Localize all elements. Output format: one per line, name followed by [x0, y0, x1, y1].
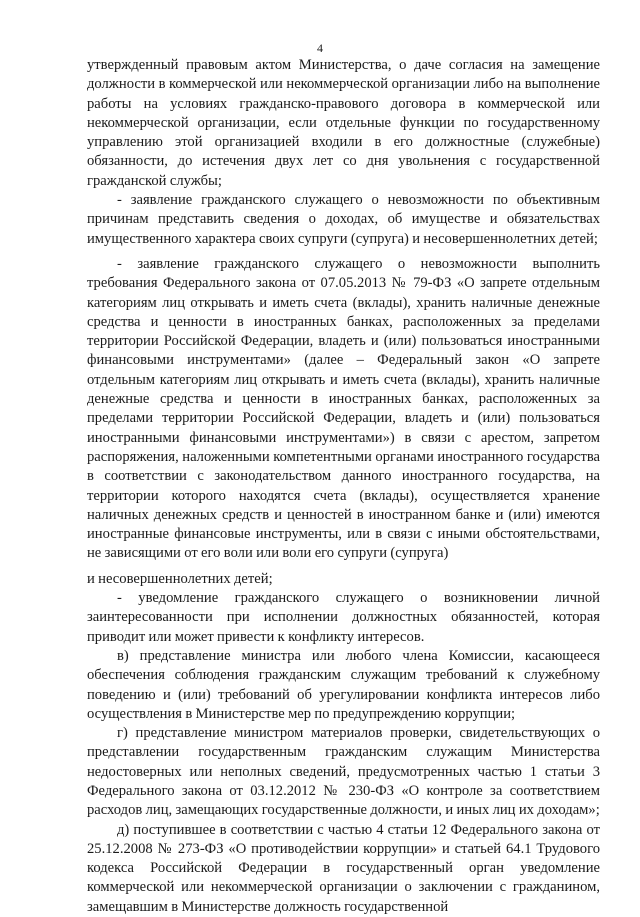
paragraph-item-g: г) представление министром материалов проверки, свидетельствующих о представлении государственным гражданским служащим Министерства недостоверных или неполных сведений, предусмотренных частью 1 статьи 3 Федерального закона от 03.12.2012 № 230-ФЗ «О контроле за соответствием расходов лиц, замещающих государственные должности, и иных лиц их доходам»;: [87, 725, 600, 819]
page-number: 4: [317, 41, 323, 55]
paragraph-item-d: д) поступившее в соответствии с частью 4 статьи 12 Федерального закона от 25.12.2008 № 273-ФЗ «О противодействии коррупции» и статьей 64.1 Трудового кодекса Российской Федерации в государственный орган уведомление коммерческой или некоммерческой организации о заключении с гражданином, замещавшим в Министерстве должность государственной: [87, 821, 600, 915]
document-body: [87, 56, 600, 917]
paragraph-notice-conflict-interest: - уведомление гражданского служащего о возникновении личной заинтересованности при исполнении должностных обязанностей, которая приводит или может привести к конфликту интересов.: [87, 590, 600, 645]
paragraph-statement-objective-reasons: - заявление гражданского служащего о невозможности по объективным причинам представить сведения о доходах, об имуществе и обязательствах имущественного характера своих супруги (супруга) и несовершеннолетних детей;: [87, 192, 600, 247]
paragraph-statement-foreign-accounts: - заявление гражданского служащего о невозможности выполнить требования Федерального закона от 07.05.2013 № 79-ФЗ «О запрете отдельным категориям лиц открывать и иметь счета (вклады), хранить наличные денежные средства и ценности в иностранных банках, расположенных за пределами территории Российской Федерации, владеть и (или) пользоваться иностранными финансовыми инструментами» (далее – Федеральный закон «О запрете отдельным категориям лиц открывать и иметь счета (вклады), хранить наличные денежные средства и ценности в иностранных банках, расположенных за пределами территории Российской Федерации, владеть и (или) пользоваться иностранными финансовыми инструментами») в связи с арестом, запретом распоряжения, наложенными компетентными органами иностранного государства в соответствии с законодательством данного иностранного государства, на территории которого находятся счета (вклады), осуществляется хранение наличных денежных средств и ценностей в иностранном банке и (или) имеются иностранные финансовые инструменты, или в связи с иными обстоятельствами, не зависящими от его воли или воли его супруги (супруга): [87, 255, 600, 562]
paragraph-continuation-children: и несовершеннолетних детей;: [87, 570, 273, 587]
paragraph-continuation: утвержденный правовым актом Министерства, о даче согласия на замещение должности в коммерческой или некоммерческой организации либо на выполнение работы на условиях гражданско-правового договора в коммерческой или некоммерческой организации, если отдельные функции по государственному управлению этой организацией входили в его должностные (служебные) обязанности, до истечения двух лет со дня увольнения с государственной гражданской службы;: [87, 57, 600, 189]
paragraph-item-v: в) представление министра или любого члена Комиссии, касающееся обеспечения соблюдения гражданским служащим требований к служебному поведению и (или) требований об урегулировании конфликта интересов либо осуществления в Министерстве мер по предупреждению коррупции;: [87, 647, 600, 722]
